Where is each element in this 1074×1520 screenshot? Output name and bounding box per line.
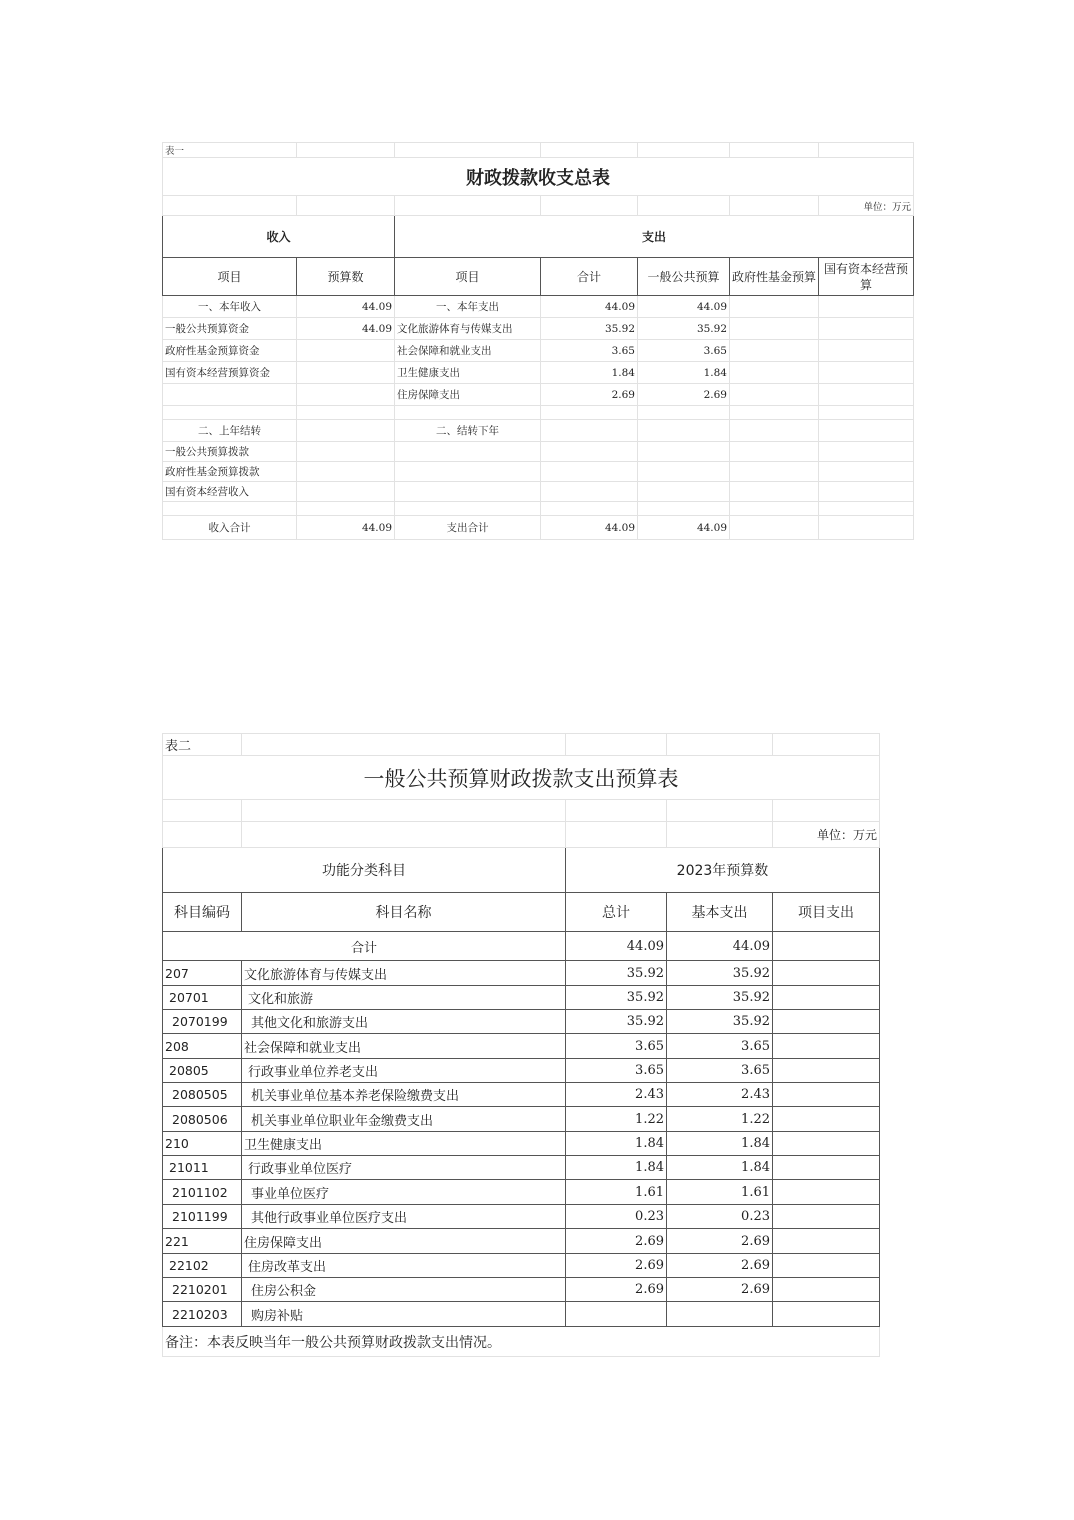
table-label: 表二 xyxy=(163,734,242,756)
cell-total: 44.09 xyxy=(541,516,638,540)
table-row xyxy=(163,406,914,420)
cell-expense-item: 一、本年支出 xyxy=(395,296,541,318)
cell-total xyxy=(566,1302,667,1327)
col-header: 政府性基金预算 xyxy=(730,258,819,296)
cell-code: 2101199 xyxy=(163,1205,242,1229)
cell-total: 44.09 xyxy=(541,296,638,318)
cell-total: 35.92 xyxy=(566,986,667,1010)
cell-fund-budget xyxy=(730,362,819,384)
cell-general-budget: 44.09 xyxy=(638,516,730,540)
cell-income-value: 44.09 xyxy=(297,318,395,340)
cell-capital-budget xyxy=(819,340,914,362)
cell-basic: 2.69 xyxy=(667,1229,773,1254)
cell-basic: 1.84 xyxy=(667,1132,773,1156)
cell-basic: 35.92 xyxy=(667,1010,773,1034)
table-row xyxy=(163,1010,880,1034)
cell-expense-item: 文化旅游体育与传媒支出 xyxy=(395,318,541,340)
cell-code: 207 xyxy=(163,961,242,986)
cell-project xyxy=(773,1180,880,1205)
cell-income-item: 一般公共预算拨款 xyxy=(163,442,297,462)
cell-fund-budget xyxy=(730,318,819,340)
cell-income-total-label: 收入合计 xyxy=(163,516,297,540)
col-header: 总计 xyxy=(566,893,667,932)
cell-income-value xyxy=(297,362,395,384)
col-header: 科目名称 xyxy=(242,893,566,932)
cell-capital-budget xyxy=(819,362,914,384)
table-row xyxy=(163,1254,880,1278)
table-row xyxy=(163,961,880,986)
cell-income-item xyxy=(163,384,297,406)
cell-income-value xyxy=(297,384,395,406)
table-row xyxy=(163,1302,880,1327)
cell-total: 2.69 xyxy=(566,1278,667,1302)
cell-basic: 35.92 xyxy=(667,961,773,986)
table-row xyxy=(163,1229,880,1254)
cell-total: 35.92 xyxy=(541,318,638,340)
cell-name: 卫生健康支出 xyxy=(242,1132,566,1156)
table-row xyxy=(163,1107,880,1132)
cell-income-value xyxy=(297,340,395,362)
cell-basic: 1.84 xyxy=(667,1156,773,1180)
table-row xyxy=(163,340,914,362)
table-title: 一般公共预算财政拨款支出预算表 xyxy=(163,756,880,800)
cell-project xyxy=(773,932,880,961)
budget-year-header: 2023年预算数 xyxy=(566,848,880,893)
cell-name: 文化旅游体育与传媒支出 xyxy=(242,961,566,986)
cell-income-item: 政府性基金预算资金 xyxy=(163,340,297,362)
cell-expense-item: 卫生健康支出 xyxy=(395,362,541,384)
cell-project xyxy=(773,1229,880,1254)
cell-basic: 1.22 xyxy=(667,1107,773,1132)
table-row xyxy=(163,1059,880,1083)
cell-capital-budget xyxy=(819,296,914,318)
cell-total: 3.65 xyxy=(541,340,638,362)
cell-general-budget: 3.65 xyxy=(638,340,730,362)
cell-income-item: 国有资本经营预算资金 xyxy=(163,362,297,384)
table-row xyxy=(163,296,914,318)
cell-project xyxy=(773,1205,880,1229)
table-row xyxy=(163,1156,880,1180)
unit-label: 单位：万元 xyxy=(819,196,914,216)
col-header: 合计 xyxy=(541,258,638,296)
cell-name: 行政事业单位养老支出 xyxy=(242,1059,566,1083)
cell-code: 2080505 xyxy=(163,1083,242,1107)
cell-project xyxy=(773,1254,880,1278)
cell-basic: 3.65 xyxy=(667,1059,773,1083)
table-row xyxy=(163,502,914,516)
cell-total: 44.09 xyxy=(566,932,667,961)
cell-income-value xyxy=(297,420,395,442)
cell-code: 210 xyxy=(163,1132,242,1156)
cell-expense-item: 社会保障和就业支出 xyxy=(395,340,541,362)
table-row xyxy=(163,318,914,340)
col-header: 基本支出 xyxy=(667,893,773,932)
table-row xyxy=(163,1034,880,1059)
cell-project xyxy=(773,961,880,986)
cell-general-budget: 1.84 xyxy=(638,362,730,384)
cell-total: 1.84 xyxy=(566,1132,667,1156)
cell-project xyxy=(773,1059,880,1083)
cell-name: 事业单位医疗 xyxy=(242,1180,566,1205)
cell-code: 2210201 xyxy=(163,1278,242,1302)
cell-general-budget: 2.69 xyxy=(638,384,730,406)
cell-income-item: 二、上年结转 xyxy=(163,420,297,442)
cell-name: 机关事业单位基本养老保险缴费支出 xyxy=(242,1083,566,1107)
expense-header: 支出 xyxy=(395,216,914,258)
table-row xyxy=(163,1132,880,1156)
table-row xyxy=(163,1180,880,1205)
cell-code: 20701 xyxy=(163,986,242,1010)
cell-basic: 2.43 xyxy=(667,1083,773,1107)
cell-code: 2210203 xyxy=(163,1302,242,1327)
table-label: 表一 xyxy=(163,143,297,158)
cell-expense-item: 二、结转下年 xyxy=(395,420,541,442)
cell-fund-budget xyxy=(730,384,819,406)
cell-code: 21011 xyxy=(163,1156,242,1180)
cell-total: 2.69 xyxy=(566,1229,667,1254)
cell-code: 22102 xyxy=(163,1254,242,1278)
col-header: 项目 xyxy=(395,258,541,296)
cell-name: 住房改革支出 xyxy=(242,1254,566,1278)
table-note: 备注：本表反映当年一般公共预算财政拨款支出情况。 xyxy=(163,1327,880,1357)
cell-project xyxy=(773,1132,880,1156)
income-header: 收入 xyxy=(163,216,395,258)
table-row-total xyxy=(163,932,880,961)
cell-total: 1.84 xyxy=(541,362,638,384)
col-header: 一般公共预算 xyxy=(638,258,730,296)
cell-code: 2080506 xyxy=(163,1107,242,1132)
cell-project xyxy=(773,1034,880,1059)
cell-basic: 44.09 xyxy=(667,932,773,961)
col-header: 项目支出 xyxy=(773,893,880,932)
cell-project xyxy=(773,1302,880,1327)
cell-income-item: 一般公共预算资金 xyxy=(163,318,297,340)
functional-category-header: 功能分类科目 xyxy=(163,848,566,893)
cell-total: 2.69 xyxy=(541,384,638,406)
total-label: 合计 xyxy=(163,932,566,961)
table-row xyxy=(163,482,914,502)
cell-project xyxy=(773,1107,880,1132)
table-row xyxy=(163,420,914,442)
cell-basic: 1.61 xyxy=(667,1180,773,1205)
cell-project xyxy=(773,1083,880,1107)
cell-name: 其他行政事业单位医疗支出 xyxy=(242,1205,566,1229)
cell-fund-budget xyxy=(730,340,819,362)
col-header: 科目编码 xyxy=(163,893,242,932)
cell-code: 221 xyxy=(163,1229,242,1254)
table-row-total xyxy=(163,516,914,540)
cell-income-item: 一、本年收入 xyxy=(163,296,297,318)
cell-name: 住房保障支出 xyxy=(242,1229,566,1254)
cell-general-budget: 44.09 xyxy=(638,296,730,318)
cell-name: 社会保障和就业支出 xyxy=(242,1034,566,1059)
cell-capital-budget xyxy=(819,318,914,340)
cell-name: 文化和旅游 xyxy=(242,986,566,1010)
cell-name: 住房公积金 xyxy=(242,1278,566,1302)
col-header: 国有资本经营预算 xyxy=(819,258,914,296)
cell-capital-budget xyxy=(819,516,914,540)
table-row xyxy=(163,384,914,406)
cell-total: 35.92 xyxy=(566,961,667,986)
col-header: 预算数 xyxy=(297,258,395,296)
cell-basic: 0.23 xyxy=(667,1205,773,1229)
table-row xyxy=(163,462,914,482)
cell-expense-item: 住房保障支出 xyxy=(395,384,541,406)
cell-total: 1.84 xyxy=(566,1156,667,1180)
cell-income-value: 44.09 xyxy=(297,296,395,318)
cell-code: 20805 xyxy=(163,1059,242,1083)
table-row xyxy=(163,1083,880,1107)
cell-total: 0.23 xyxy=(566,1205,667,1229)
cell-income-item: 国有资本经营收入 xyxy=(163,482,297,502)
cell-name: 购房补贴 xyxy=(242,1302,566,1327)
cell-code: 208 xyxy=(163,1034,242,1059)
cell-basic: 2.69 xyxy=(667,1278,773,1302)
cell-total: 2.43 xyxy=(566,1083,667,1107)
cell-project xyxy=(773,1010,880,1034)
cell-code: 2070199 xyxy=(163,1010,242,1034)
table-row xyxy=(163,1278,880,1302)
unit-label: 单位：万元 xyxy=(773,822,880,848)
cell-project xyxy=(773,1156,880,1180)
general-budget-expense-table xyxy=(162,733,880,1357)
cell-fund-budget xyxy=(730,296,819,318)
table-title: 财政拨款收支总表 xyxy=(163,158,914,196)
cell-name: 行政事业单位医疗 xyxy=(242,1156,566,1180)
table-row xyxy=(163,442,914,462)
table-row xyxy=(163,1205,880,1229)
cell-project xyxy=(773,986,880,1010)
cell-basic: 2.69 xyxy=(667,1254,773,1278)
cell-name: 机关事业单位职业年金缴费支出 xyxy=(242,1107,566,1132)
fiscal-summary-table xyxy=(162,142,914,540)
cell-basic: 35.92 xyxy=(667,986,773,1010)
cell-basic xyxy=(667,1302,773,1327)
table-row xyxy=(163,986,880,1010)
col-header: 项目 xyxy=(163,258,297,296)
cell-code: 2101102 xyxy=(163,1180,242,1205)
cell-fund-budget xyxy=(730,516,819,540)
cell-project xyxy=(773,1278,880,1302)
cell-total: 1.61 xyxy=(566,1180,667,1205)
cell-capital-budget xyxy=(819,384,914,406)
cell-total: 35.92 xyxy=(566,1010,667,1034)
table-row xyxy=(163,362,914,384)
cell-total: 1.22 xyxy=(566,1107,667,1132)
cell-total: 3.65 xyxy=(566,1059,667,1083)
cell-general-budget: 35.92 xyxy=(638,318,730,340)
cell-name: 其他文化和旅游支出 xyxy=(242,1010,566,1034)
cell-expense-total-label: 支出合计 xyxy=(395,516,541,540)
cell-total: 3.65 xyxy=(566,1034,667,1059)
cell-basic: 3.65 xyxy=(667,1034,773,1059)
cell-total: 2.69 xyxy=(566,1254,667,1278)
cell-income-total: 44.09 xyxy=(297,516,395,540)
cell-income-item: 政府性基金预算拨款 xyxy=(163,462,297,482)
